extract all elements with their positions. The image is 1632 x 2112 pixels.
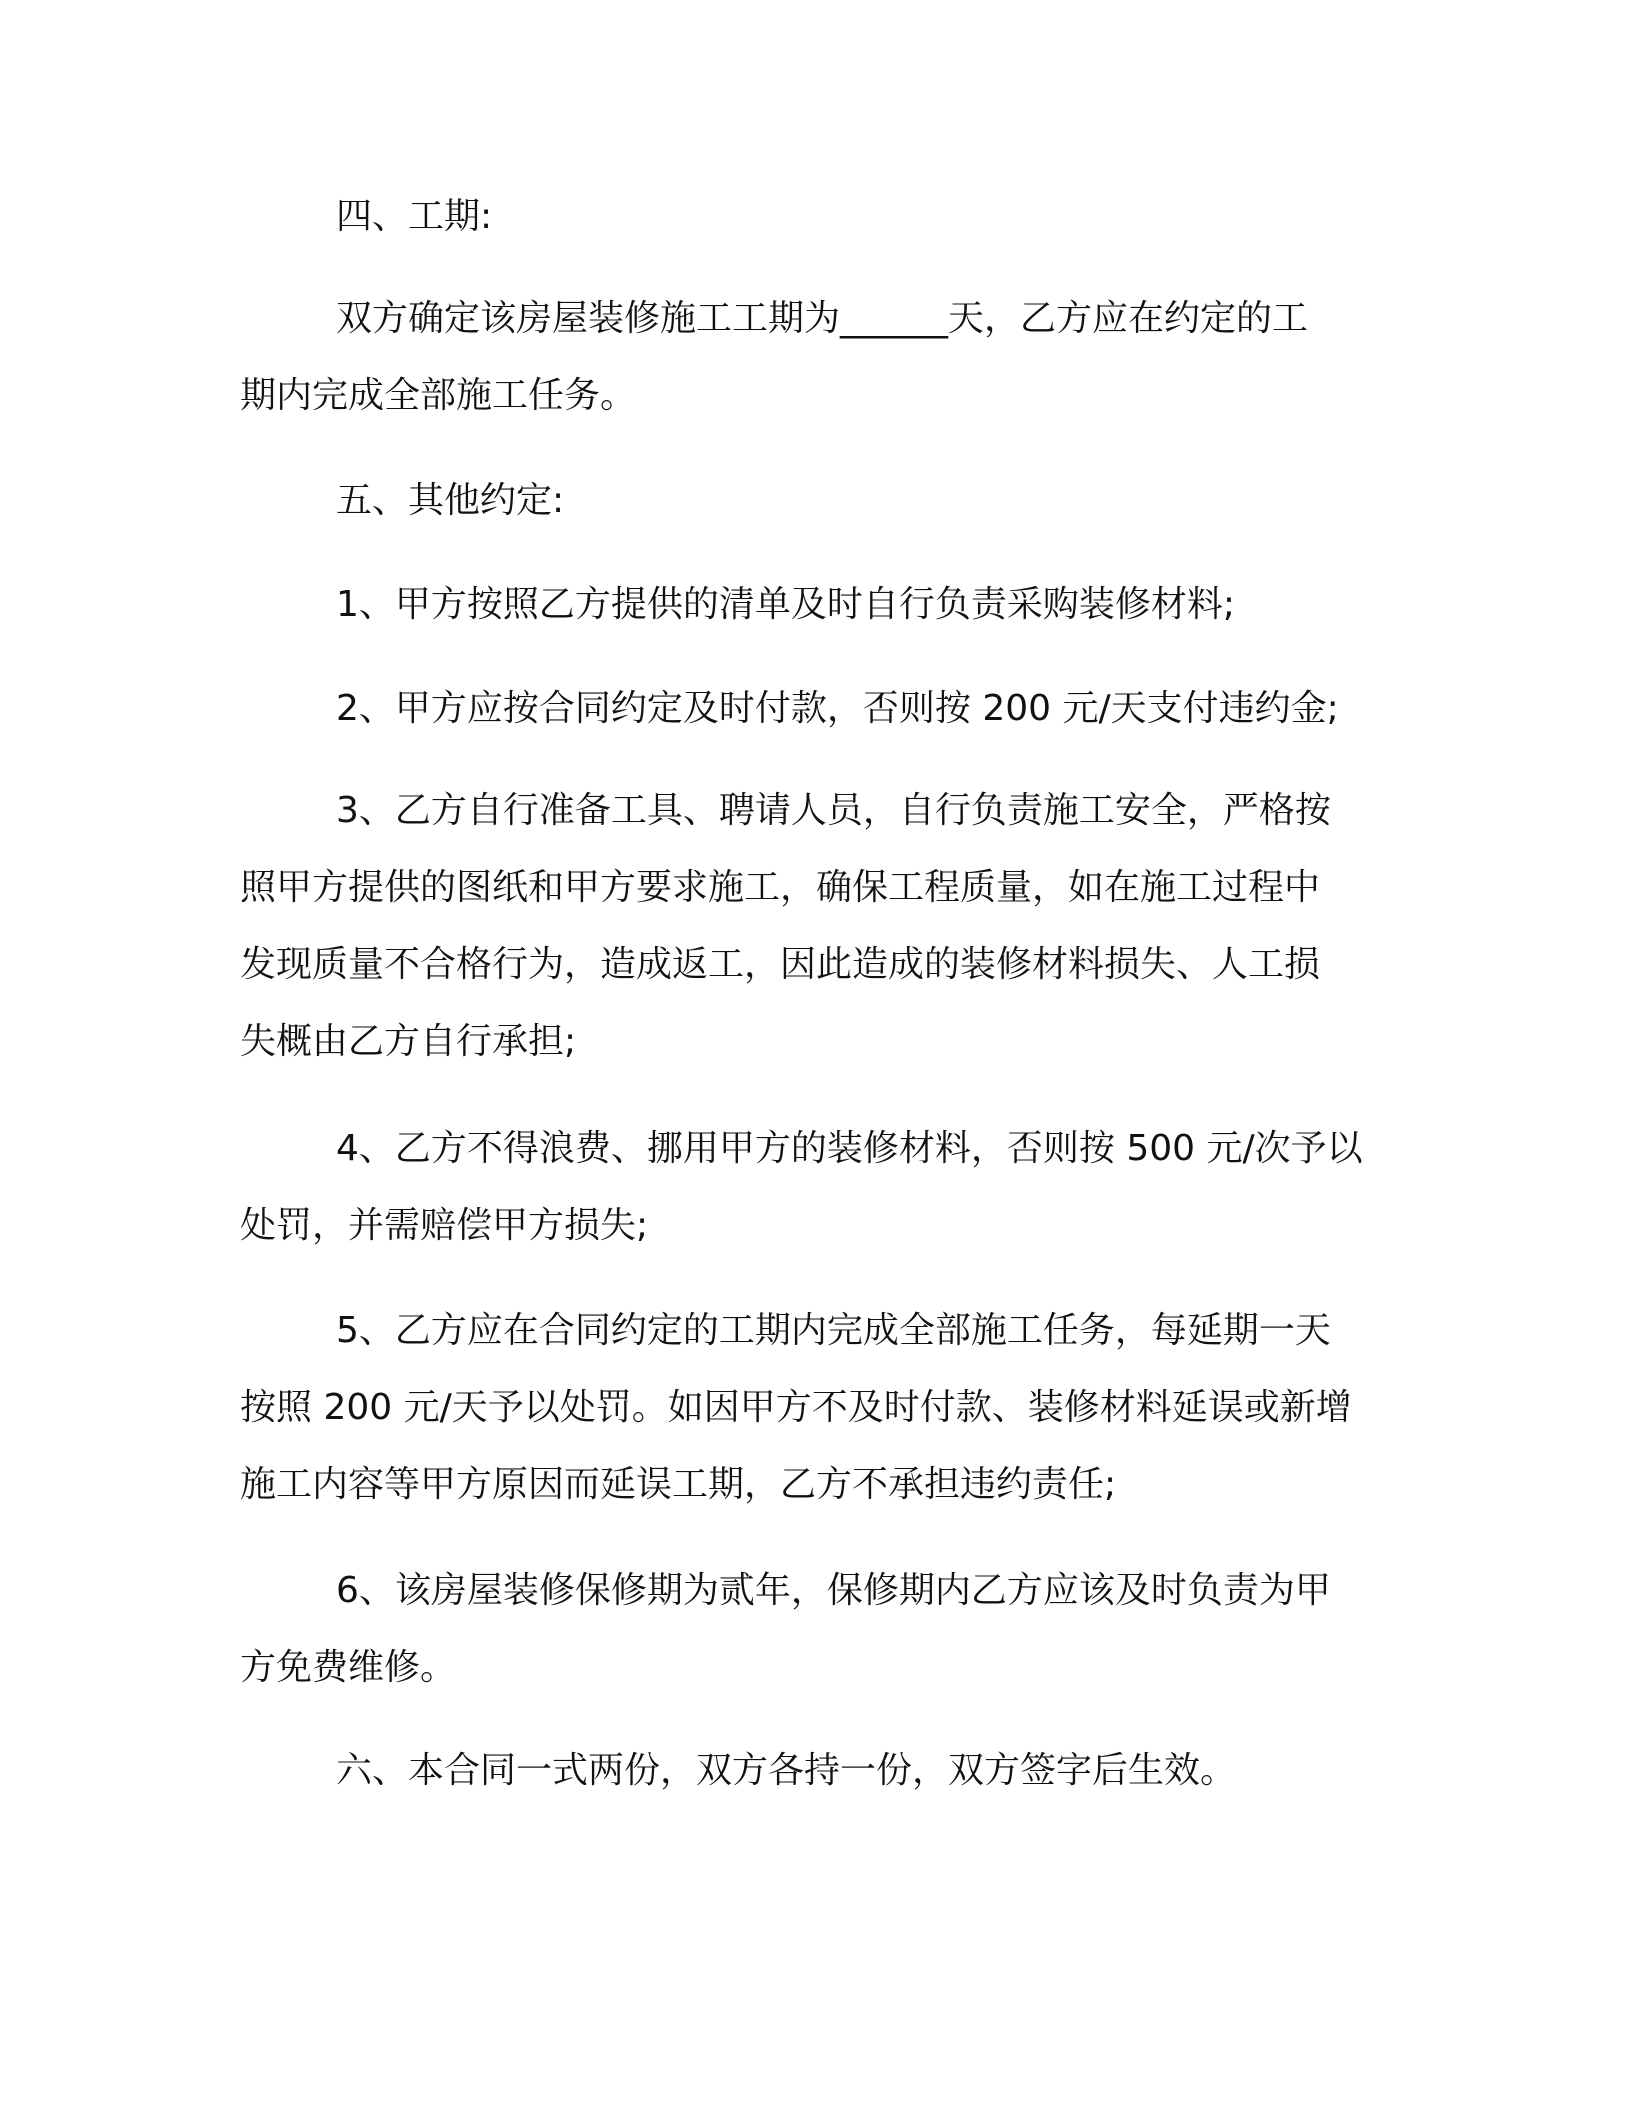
item-3-line-4: 失概由乙方自行承担;	[240, 1021, 577, 1062]
item-3	[240, 772, 1392, 1080]
item-2-line-1: 2、甲方应按合同约定及时付款，否则按 200 元/天支付违约金;	[336, 688, 1339, 729]
item-4-line-1: 4、乙方不得浪费、挪用甲方的装修材料，否则按 500 元/次予以	[336, 1128, 1363, 1169]
item-5	[240, 1292, 1392, 1523]
section-4-body	[240, 280, 1392, 434]
item-3-line-3: 发现质量不合格行为，造成返工，因此造成的装修材料损失、人工损	[240, 944, 1321, 985]
item-4-line-2: 处罚，并需赔偿甲方损失;	[240, 1205, 649, 1246]
section-4-line-2: 期内完成全部施工任务。	[240, 375, 637, 416]
section-4-line-1: 双方确定该房屋装修施工工期为______天，乙方应在约定的工	[336, 298, 1309, 339]
item-6	[240, 1552, 1392, 1706]
item-3-line-1: 3、乙方自行准备工具、聘请人员，自行负责施工安全，严格按	[336, 790, 1331, 831]
section-5-heading: 五、其他约定:	[336, 480, 565, 521]
section-6-text: 六、本合同一式两份，双方各持一份，双方签字后生效。	[336, 1750, 1237, 1791]
item-6-line-2: 方免费维修。	[240, 1647, 457, 1688]
section-4-heading: 四、工期:	[336, 196, 493, 237]
item-5-line-2: 按照 200 元/天予以处罚。如因甲方不及时付款、装修材料延误或新增	[240, 1387, 1352, 1428]
item-4	[240, 1110, 1392, 1264]
item-2	[240, 670, 1392, 747]
item-1	[240, 566, 1392, 643]
item-1-line-1: 1、甲方按照乙方提供的清单及时自行负责采购装修材料;	[336, 584, 1236, 625]
item-5-line-3: 施工内容等甲方原因而延误工期，乙方不承担违约责任;	[240, 1464, 1117, 1505]
item-6-line-1: 6、该房屋装修保修期为贰年，保修期内乙方应该及时负责为甲	[336, 1570, 1331, 1611]
item-5-line-1: 5、乙方应在合同约定的工期内完成全部施工任务，每延期一天	[336, 1310, 1331, 1351]
item-3-line-2: 照甲方提供的图纸和甲方要求施工，确保工程质量，如在施工过程中	[240, 867, 1321, 908]
